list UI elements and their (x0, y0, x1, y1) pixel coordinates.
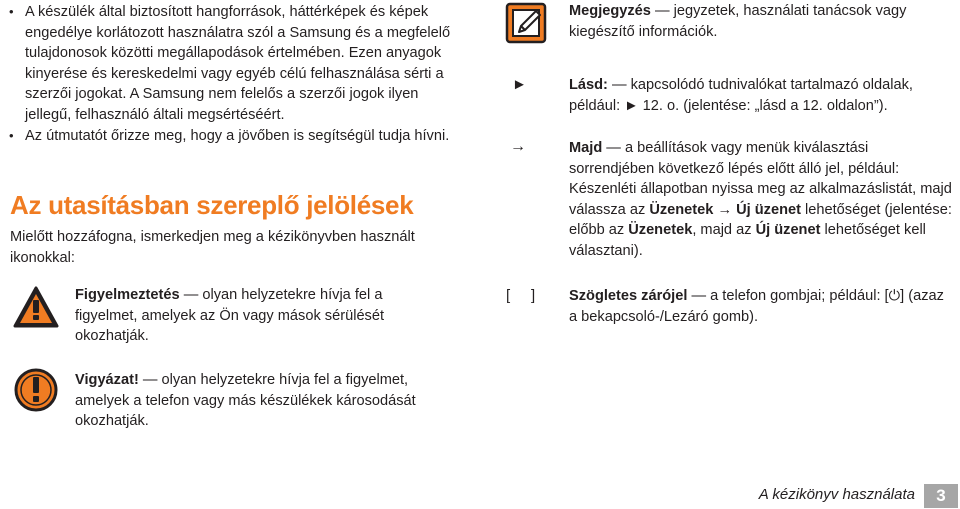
warning-description: Figyelmeztetés — olyan helyzetekre hívja fel a figyelmet, amelyek az Ön vagy mások sérülését okozhatják. (75, 287, 385, 344)
warning-icon (13, 286, 59, 328)
bracket-description: Szögletes zárójel — a telefon gombjai; például: [⏻] (azaz a bekapcsoló-/Lezáró gomb). (569, 288, 944, 325)
refer-arrow-icon: ► (512, 76, 527, 93)
warning-label: Figyelmeztetés (75, 287, 180, 303)
note-label: Megjegyzés (569, 3, 651, 19)
bullet-dot: • (9, 128, 14, 143)
intro-text: Mielőtt hozzáfogna, ismerkedjen meg a kézikönyvben használt ikonokkal: (10, 229, 415, 266)
section-heading: Az utasításban szereplő jelölések (10, 190, 414, 220)
page-number: 3 (924, 484, 958, 508)
power-key-icon: ⏻ (888, 288, 901, 304)
caution-description: Vigyázat! — olyan helyzetekre hívja fel a figyelmet, amelyek a telefon vagy más készülékek károsodását okozhatják. (75, 372, 416, 429)
followed-label: Majd (569, 140, 603, 156)
footer-title: A kézikönyv használata (758, 486, 915, 503)
caution-icon (14, 368, 58, 412)
bullet-text: Az útmutatót őrizze meg, hogy a jövőben is segítségül tudja hívni. (25, 128, 450, 144)
bullet-item (9, 2, 455, 125)
note-icon (505, 2, 547, 44)
refer-label: Lásd: (569, 77, 608, 93)
followed-by-arrow-icon: → (510, 138, 526, 155)
followed-description: Majd — a beállítások vagy menük kiválasztási sorrendjében következő lépés előtt álló jel, például: Készenléti állapotban nyissa meg az alkalmazáslistát, majd válassza az Üzenetek → Új üzenet lehetőséget (jelentése: előbb az Üzenetek, majd az Új üzenet lehetőséget kell választani). (569, 140, 952, 259)
note-description: Megjegyzés — jegyzetek, használati tanácsok vagy kiegészítő információk. (569, 3, 907, 40)
refer-description: Lásd: — kapcsolódó tudnivalókat tartalmazó oldalak, például: ► 12. o. (jelentése: „lásd a 12. oldalon”). (569, 77, 913, 114)
bracket-label: Szögletes zárójel (569, 288, 688, 304)
bullet-item (9, 126, 455, 147)
bullet-text: A készülék által biztosított hangforrások, háttérképek és képek engedélye korlátozott használatra szól a Samsung és a megfelelő tulajdonosok közötti megállapodások értelmében. Ezen anyagok kinyerése és kereskedelmi vagy egyéb célú felhasználása sérti a szerzői jogokat. A Samsung nem felelős a szerzői jogok ilyen jellegű, felhasználó általi megsértéséért. (25, 4, 451, 123)
caution-label: Vigyázat! (75, 372, 139, 388)
bullet-dot: • (9, 4, 14, 19)
bracket-icon: [ ] (506, 287, 536, 304)
